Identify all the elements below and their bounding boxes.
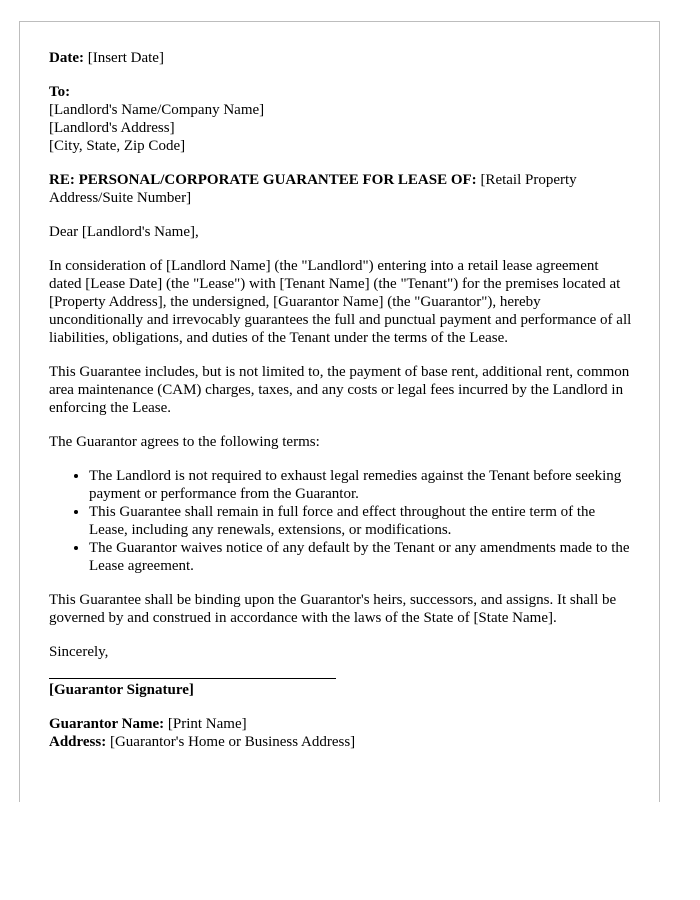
recipient-label: To: bbox=[49, 84, 71, 100]
scope-paragraph: This Guarantee includes, but is not limited to, the payment of base rent, additional rent, common area maintenance (CAM) charges, taxes, and any costs or legal fees incurred by the Landlord in enforcing the Lease. bbox=[49, 364, 630, 416]
signature-label: [Guarantor Signature] bbox=[49, 682, 194, 698]
address-label: Address: bbox=[49, 734, 107, 750]
guarantor-details bbox=[49, 715, 634, 751]
subject-value: [Retail Property Address/Suite Number] bbox=[49, 172, 577, 206]
date-line bbox=[49, 49, 634, 67]
subject-line bbox=[49, 171, 634, 207]
date-value: [Insert Date] bbox=[83, 50, 164, 66]
date-label: Date: bbox=[49, 50, 84, 66]
consideration-paragraph: In consideration of [Landlord Name] (the "Landlord") entering into a retail lease agreement dated [Lease Date] (the "Lease") with [Tenant Name] (the "Tenant") for the premises located at [Property Address], the undersigned, [Guarantor Name] (the "Guarantor"), hereby unconditionally and irrevocably guarantees the full and punctual payment and performance of all liabilities, obligations, and duties of the Tenant under the terms of the Lease. bbox=[49, 258, 632, 346]
recipient-address: [Landlord's Address] bbox=[49, 120, 175, 136]
terms-intro: The Guarantor agrees to the following terms: bbox=[49, 434, 320, 450]
terms-list bbox=[49, 467, 634, 575]
address-value: [Guarantor's Home or Business Address] bbox=[106, 734, 356, 750]
list-item: • The Guarantor waives notice of any default by the Tenant or any amendments made to the Lease agreement. bbox=[89, 539, 634, 575]
guarantor-name-line bbox=[49, 715, 634, 733]
salutation: Dear [Landlord's Name], bbox=[49, 224, 199, 240]
signature-line bbox=[49, 678, 336, 679]
recipient-name: [Landlord's Name/Company Name] bbox=[49, 102, 265, 118]
guarantor-name-label: Guarantor Name: bbox=[49, 716, 165, 732]
subject-label: RE: PERSONAL/CORPORATE GUARANTEE FOR LEASE OF: bbox=[49, 172, 477, 188]
signature-label-line bbox=[49, 681, 634, 699]
guarantor-name-value: [Print Name] bbox=[164, 716, 247, 732]
binding-paragraph: This Guarantee shall be binding upon the Guarantor's heirs, successors, and assigns. It shall be governed by and construed in accordance with the laws of the State of [State Name]. bbox=[49, 592, 617, 626]
recipient-block bbox=[49, 83, 634, 155]
signature-block bbox=[49, 678, 634, 699]
letter-body bbox=[49, 49, 634, 751]
document-page bbox=[19, 21, 660, 802]
list-item: • This Guarantee shall remain in full force and effect throughout the entire term of the Lease, including any renewals, extensions, or modifications. bbox=[89, 503, 634, 539]
list-item: • The Landlord is not required to exhaust legal remedies against the Tenant before seeking payment or performance from the Guarantor. bbox=[89, 467, 634, 503]
recipient-city-state-zip: [City, State, Zip Code] bbox=[49, 138, 186, 154]
closing: Sincerely, bbox=[49, 644, 109, 660]
address-line bbox=[49, 733, 634, 751]
